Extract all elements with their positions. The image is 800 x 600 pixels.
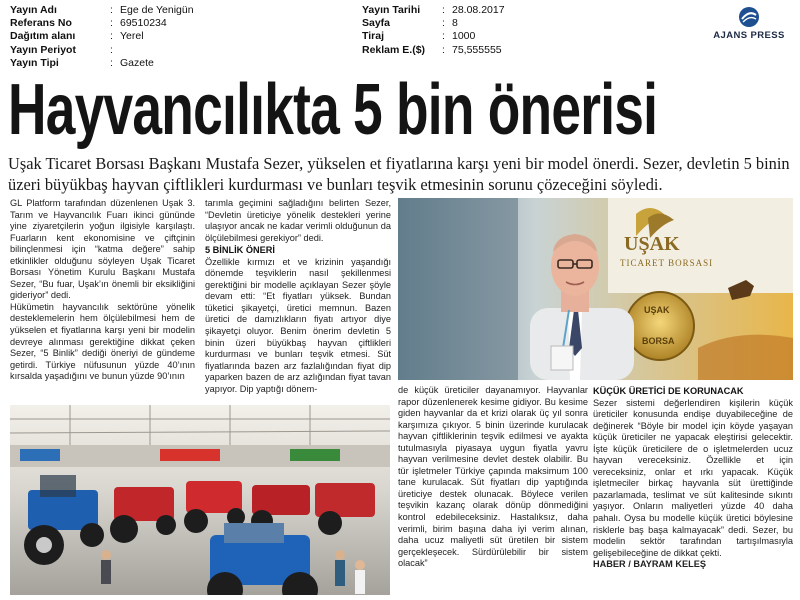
paragraph: GL Platform tarafından düzenlenen Uşak 3. Tarım ve Hayvancılık Fuarı ikinci gününde yine ziyaretçilerin yoğun ilgisiyle karşılaştı. Fuarların kent ekonomisine ve çiftçinin bilinçlenmesi için “katma değere” sahip etkinlikler olduğunu söyleyen Uşak Ticaret Borsası Yönetim Kurulu Başkanı Mustafa Sezer, “Bu fuar, Uşak’ın önemli bir eksikliğini gideriyor” dedi.	[10, 198, 195, 301]
meta-value: 28.08.2017	[452, 4, 505, 16]
meta-separator: :	[110, 56, 113, 69]
globe-logo-icon	[738, 6, 760, 28]
fair-illustration	[10, 405, 390, 595]
meta-label: Tiraj	[362, 30, 384, 43]
banner-brand: UŞAK	[624, 233, 680, 255]
article-column-1	[10, 198, 195, 406]
paragraph: Sezer sistemi değerlendiren kişilerin küçük üreticiler konusunda endişe duyabileceğine de değinerek “Böyle bir model için köyde yaşayan küçük üreticiler ne yapacak eleştirisi gelecektir. İşte küçük üreticilere de o işletmelerden ucuz hayvan vereceksiniz. Özellikle et için vereceksiniz, onlar et ırkı yapacak. Küçük işletmeciler birkaç hayvanla süt ürettiğinde pazarlamada, teslimat ve süt kalitesinde sıkıntı yaşıyor. Onların maliyetleri yüzde 40 daha pahalı. Oysa bu modelle küçük üretici böylesine risklerle baş başa kalmayacak” dedi. Sezer, bu modelin sektör tarafından tartışılmasıyla gelişebileceğine de dikkat çekti.	[593, 397, 793, 558]
paragraph: de küçük üreticiler dayanamıyor. Hayvanlar rapor düzenlenerek kesime gidiyor. Bu kesime giden hayvanlar da et krizi olarak üç yıl sonra karşımıza çıkıyor. 5 binin üzerinde kurulacak hayvan çiftliklerinin teşvik edilmesi ve ayakta tutulmasıyla piyasaya uygun fiyatla yavru hayvan verilmesine devlet destek olabilir. Bu tür işletmeler Türkiye çapında maksimum 100 tane kurulacak. Süt fiyatları dip yaptığında üreticiye destek olunacak. Böylece verilen teşvikin kazanç olarak dönüp dönmediğini kontrol edebileceksiniz. Hastalıksız, daha verimli, birim başına daha iyi verim alınan, daha ucuz maliyetli süt üretilen bir sistem gerçekleşecek. Sürdürülebilir bir sistem olacak”	[398, 385, 588, 569]
meta-row	[10, 30, 340, 43]
article-column-4	[593, 385, 793, 595]
article-column-2	[205, 198, 391, 398]
meta-value: 1000	[452, 30, 476, 43]
meta-value: Yerel	[120, 30, 144, 43]
meta-label: Yayın Tipi	[10, 56, 59, 69]
article-column-3	[398, 385, 588, 595]
meta-row	[362, 17, 622, 30]
badge-top: UŞAK	[644, 305, 670, 315]
publication-meta-right	[362, 4, 622, 57]
paragraph: tarımla geçimini sağladığını belirten Sezer, “Devletin üreticiye yönelik destekleri yerine ulaşıyor ancak ne kadar verimli olduğunun da ölçülebilmesi gerekiyor” dedi.	[205, 198, 391, 243]
meta-value: Gazete	[120, 56, 154, 69]
meta-label: Reklam E.($)	[362, 43, 426, 56]
subhead-kucuk-uretici: KÜÇÜK ÜRETİCİ DE KORUNACAK	[593, 386, 744, 396]
meta-row	[10, 17, 340, 30]
ajans-press-logo	[704, 6, 794, 41]
meta-separator: :	[110, 43, 113, 56]
paragraph: Özellikle kırmızı et ve krizinin yaşandığı dönemde teşviklerin nasıl şekillenmesi gerektiğini bir modelle açıklayan Sezer şöyle devam etti: “Et fiyatları yüksek. Bundan tüketici şikayetçi, üretici memnun. Bazen üretici de damızlıkların fiyatı artıyor diye şikayetçi oluyor. Benim önerim devletin 5 binin üzeri büyükbaş hayvan çiftlikleri kurdurması ve bunları teşvik etmesi. Süt fiyatlarında bazen arz fazlalığından fiyat dip yaparken bazen de arz azlığından fiyat tavan yapıyor. Dip yaptığı dönem-	[205, 256, 391, 394]
meta-value: 8	[452, 17, 458, 30]
meta-value: 75,555555	[452, 43, 502, 56]
meta-separator: :	[442, 43, 445, 56]
meta-separator: :	[442, 4, 445, 16]
meta-label: Sayfa	[362, 17, 391, 30]
byline: HABER / BAYRAM KELEŞ	[593, 559, 706, 570]
badge-bottom: BORSA	[642, 336, 675, 346]
publication-meta-left	[10, 4, 340, 70]
meta-label: Dağıtım alanı	[10, 30, 76, 43]
meta-separator: :	[442, 30, 445, 43]
subhead-5-binlik: 5 BİNLİK ÖNERİ	[205, 245, 275, 256]
meta-value: Ege de Yenigün	[120, 4, 194, 16]
logo-text: AJANS PRESS	[713, 30, 785, 41]
meta-label: Yayın Tarihi	[362, 4, 421, 16]
meta-label: Yayın Periyot	[10, 43, 76, 56]
meta-row	[362, 30, 622, 43]
meta-separator: :	[110, 17, 113, 30]
portrait-illustration	[398, 198, 793, 380]
tractor-fair-photo	[10, 405, 390, 595]
lead-paragraph: Uşak Ticaret Borsası Başkanı Mustafa Sezer, yükselen et fiyatlarına karşı yeni bir model önerdi. Sezer, devletin 5 binin üzeri büyükbaş hayvan çiftlikleri kurdurması ve bunları teşvik etmesinin sorunu çözeceğini söyledi.	[8, 154, 790, 194]
meta-row	[10, 44, 340, 57]
meta-separator: :	[110, 4, 113, 16]
meta-label: Yayın Adı	[10, 4, 57, 16]
banner-sub: TICARET BORSASI	[620, 258, 714, 268]
paragraph: Hükümetin hayvancılık sektörüne yönelik desteklemelerin hem ölçülebilmesi hem de yükselen et fiyatlarına karşı yeni bir modelin devreye alınması gerektiğine dikkat çeken Sezer, “5 Binlik” dediği öneriyi de gündeme getirdi. Türkiye nüfusunun yüzde 40’ının kırsalda yaşadığını ve bunun yüzde 90’ının	[10, 301, 195, 382]
meta-value: 69510234	[120, 17, 167, 30]
headline: Hayvancılıkta 5 bin önerisi	[8, 70, 658, 150]
meta-separator: :	[110, 30, 113, 43]
portrait-photo	[398, 198, 793, 380]
meta-separator: :	[442, 17, 445, 30]
meta-row	[10, 4, 340, 17]
meta-row	[362, 4, 622, 17]
meta-row	[10, 57, 340, 70]
meta-row	[362, 44, 622, 57]
meta-label: Referans No	[10, 17, 72, 30]
meta-value	[120, 44, 340, 57]
